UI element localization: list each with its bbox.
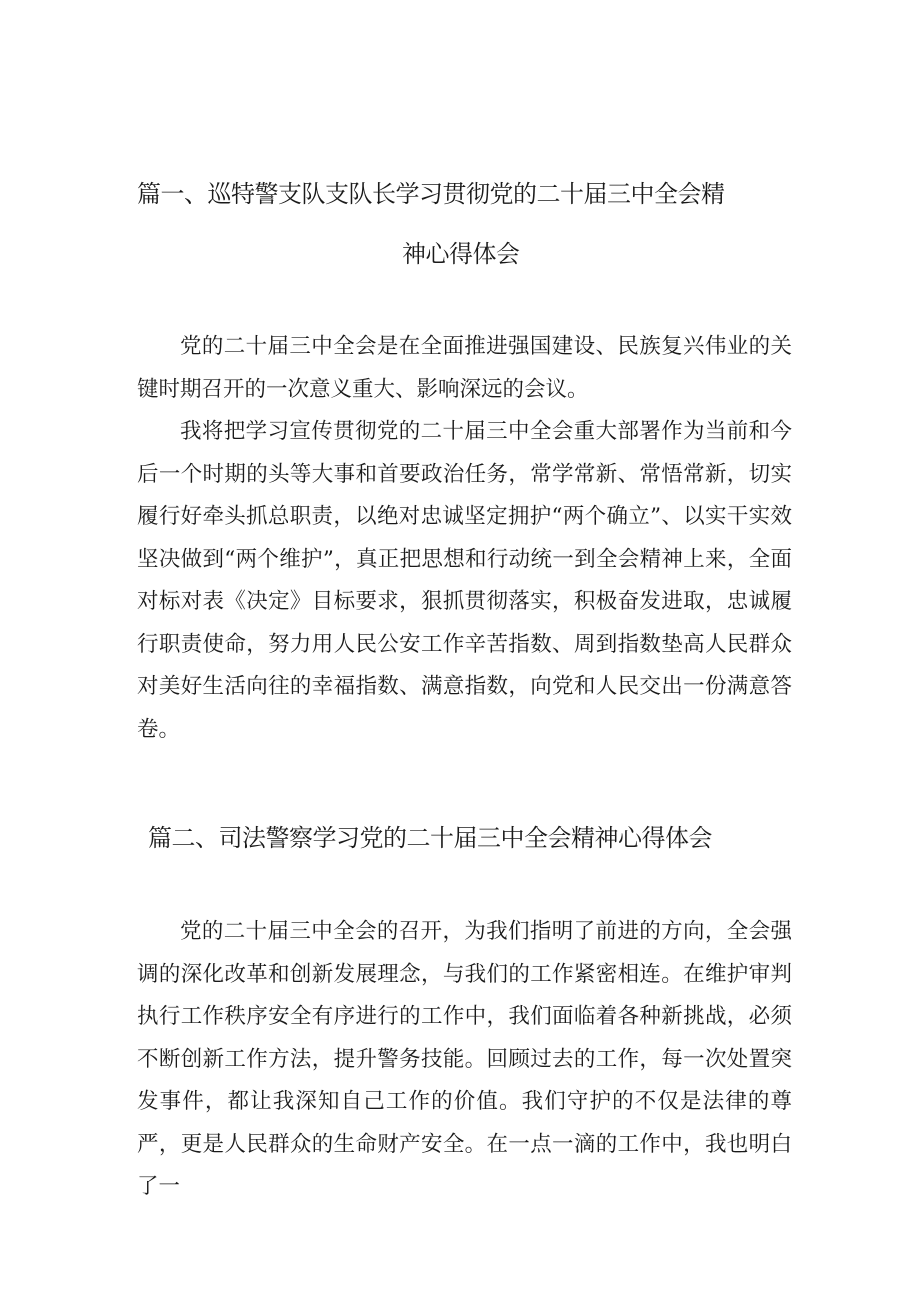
section1-title-line1: 篇一、巡特警支队支队长学习贯彻党的二十届三中全会精 (137, 180, 725, 208)
section1-paragraph-2: 我将把学习宣传贯彻党的二十届三中全会重大部署作为当前和今后一个时期的头等大事和首要政治任务，常学常新、常悟常新，切实履行好牵头抓总职责，以绝对忠诚坚定拥护“两个确立”、以实干实效坚决做到“两个维护”，真正把思想和行动统一到全会精神上来，全面对标对表《决定》目标要求，狠抓贯彻落实，积极奋发进取，忠诚履行职责使命，努力用人民公安工作辛苦指数、周到指数垫高人民群众对美好生活向往的幸福指数、满意指数，向党和人民交出一份满意答卷。 (137, 419, 792, 742)
section2-paragraph-1: 党的二十届三中全会的召开，为我们指明了前进的方向，全会强调的深化改革和创新发展理念，与我们的工作紧密相连。在维护审判执行工作秩序安全有序进行的工作中，我们面临着各种新挑战，必须不断创新工作方法，提升警务技能。回顾过去的工作，每一次处置突发事件，都让我深知自己工作的价值。我们守护的不仅是法律的尊严，更是人民群众的生命财产安全。在一点一滴的工作中，我也明白了一 (137, 919, 792, 1199)
section1-paragraph-1: 党的二十届三中全会是在全面推进强国建设、民族复兴伟业的关键时期召开的一次意义重大、影响深远的会议。 (137, 334, 792, 402)
section1-title-line2: 神心得体会 (402, 240, 520, 268)
section2-title: 篇二、司法警察学习党的二十届三中全会精神心得体会 (148, 824, 712, 852)
